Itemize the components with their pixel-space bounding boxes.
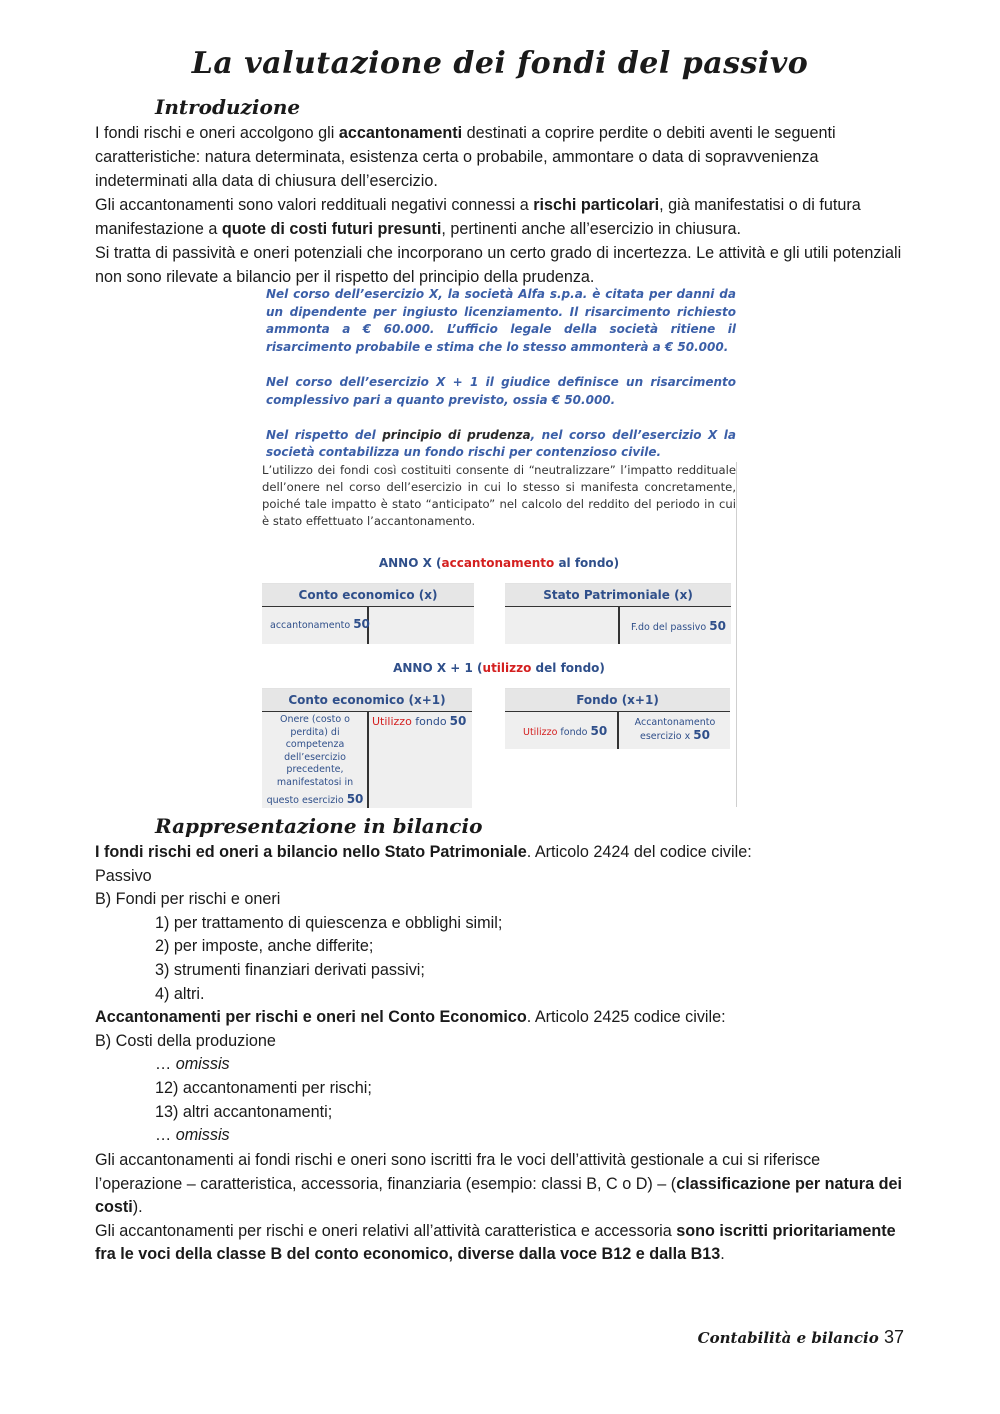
page-footer: Contabilità e bilancio 37 — [697, 1327, 904, 1347]
t-account-title: Conto economico (x+1) — [262, 689, 472, 712]
t-account-title: Fondo (x+1) — [505, 689, 730, 712]
t-account-credit: F.do del passivo 50 — [631, 619, 726, 633]
intro-paragraph-3: Si tratta di passività e oneri potenziali che incorporano un certo grado di incertezza. Le attività e gli utili potenziali non sono rilevate a bilancio per il rispetto del principio della prudenza. — [95, 244, 902, 286]
divider — [736, 462, 737, 807]
repr-paragraph-2: Gli accantonamenti per rischi e oneri relativi all’attività caratteristica e accessoria sono iscritti prioritariamente fra le voci della classe B del conto economico, diverse dalla voce B12 e dalla B13. — [95, 1221, 896, 1264]
t-account-debit: Utilizzo fondo 50 — [523, 724, 608, 738]
intro-paragraph-2: Gli accantonamenti sono valori reddituali negativi connessi a rischi particolari, già manifestatisi o di futura manifestazione a quote di costi futuri presunti, pertinenti anche all’esercizio in chiusura. — [95, 196, 861, 238]
t-account-title: Conto economico (x) — [262, 584, 474, 607]
intro-heading: Introduzione — [155, 95, 301, 119]
repr-item: … omissis — [155, 1126, 230, 1145]
repr-item: 1) per trattamento di quiescenza e obblighi simil; — [155, 913, 503, 932]
page-title: La valutazione dei fondi del passivo — [191, 46, 809, 81]
repr-line: Passivo — [95, 866, 152, 885]
repr-line: I fondi rischi ed oneri a bilancio nello Stato Patrimoniale. Articolo 2424 del codice civile: — [95, 843, 752, 861]
t-account-credit: Accantonamento esercizio x 50 — [634, 717, 716, 742]
intro-paragraph-1: I fondi rischi e oneri accolgono gli accantonamenti destinati a coprire perdite o debiti aventi le seguenti caratteristiche: natura determinata, esistenza certa o probabile, ammontare o data di sopravvenienza indeterminati alla data di chiusura dell’esercizio. — [95, 124, 836, 190]
intro-text — [95, 121, 910, 289]
t-account-conto-economico-x — [262, 583, 474, 644]
repr-line: B) Costi della produzione — [95, 1031, 276, 1050]
repr-line: Accantonamenti per rischi e oneri nel Conto Economico. Articolo 2425 codice civile: — [95, 1008, 726, 1027]
repr-item: 2) per imposte, anche differite; — [155, 937, 374, 956]
repr-text — [95, 1149, 910, 1267]
example-case-2: Nel corso dell’esercizio X + 1 il giudice definisce un risarcimento complessivo pari a quanto previsto, ossia € 50.000. — [266, 374, 736, 407]
page-number: 37 — [883, 1327, 904, 1347]
t-account-title: Stato Patrimoniale (x) — [505, 584, 731, 607]
repr-list — [95, 841, 915, 1148]
year-x-heading: ANNO X (accantonamento al fondo) — [378, 556, 620, 570]
repr-heading: Rappresentazione in bilancio — [155, 814, 483, 838]
year-x1-heading: ANNO X + 1 (utilizzo del fondo) — [393, 661, 605, 675]
repr-item: 13) altri accantonamenti; — [155, 1102, 333, 1121]
t-account-fondo-x1 — [505, 688, 730, 749]
t-account-credit: Utilizzo fondo 50 — [372, 714, 467, 728]
repr-item: 3) strumenti finanziari derivati passivi; — [155, 960, 425, 979]
t-account-conto-economico-x1 — [262, 688, 472, 808]
example-case-1: Nel corso dell’esercizio X, la società Alfa s.p.a. è citata per danni da un dipendente per ingiusto licenziamento. Il risarcimento richiesto ammonta a € 60.000. L’ufficio legale della società ritiene il risarcimento probabile e stima che lo stesso ammonterà a € 50.000. — [266, 287, 736, 354]
t-account-stato-patrimoniale-x — [505, 583, 731, 644]
repr-paragraph-1: Gli accantonamenti ai fondi rischi e oneri sono iscritti fra le voci dell’attività gestionale a cui si riferisce l’operazione – caratteristica, accessoria, finanziaria (esempio: classi B, C o D) – (classificazione per natura dei costi). — [95, 1151, 902, 1217]
repr-item: … omissis — [155, 1055, 230, 1074]
t-account-debit: accantonamento 50 — [270, 617, 370, 631]
example-case — [266, 286, 736, 462]
repr-item: 4) altri. — [155, 984, 205, 1003]
repr-item: 12) accantonamenti per rischi; — [155, 1078, 372, 1097]
repr-line: B) Fondi per rischi e oneri — [95, 890, 281, 909]
example-note: L’utilizzo dei fondi così costituiti consente di “neutralizzare” l’impatto reddituale dell’onere nel corso dell’esercizio in cui lo stesso si manifesta concretamente, poiché tale impatto è stato “anticipato” nel calcolo del reddito del periodo in cui è stato effettuato l’accantonamento. — [262, 463, 736, 528]
t-account-debit: Onere (costo o perdita) di competenza dell’esercizio precedente, manifestatosi in questo esercizio 50 — [266, 714, 364, 806]
example-case-3: Nel rispetto del principio di prudenza, nel corso dell’esercizio X la società contabilizza un fondo rischi per contenzioso civile. — [266, 427, 736, 460]
